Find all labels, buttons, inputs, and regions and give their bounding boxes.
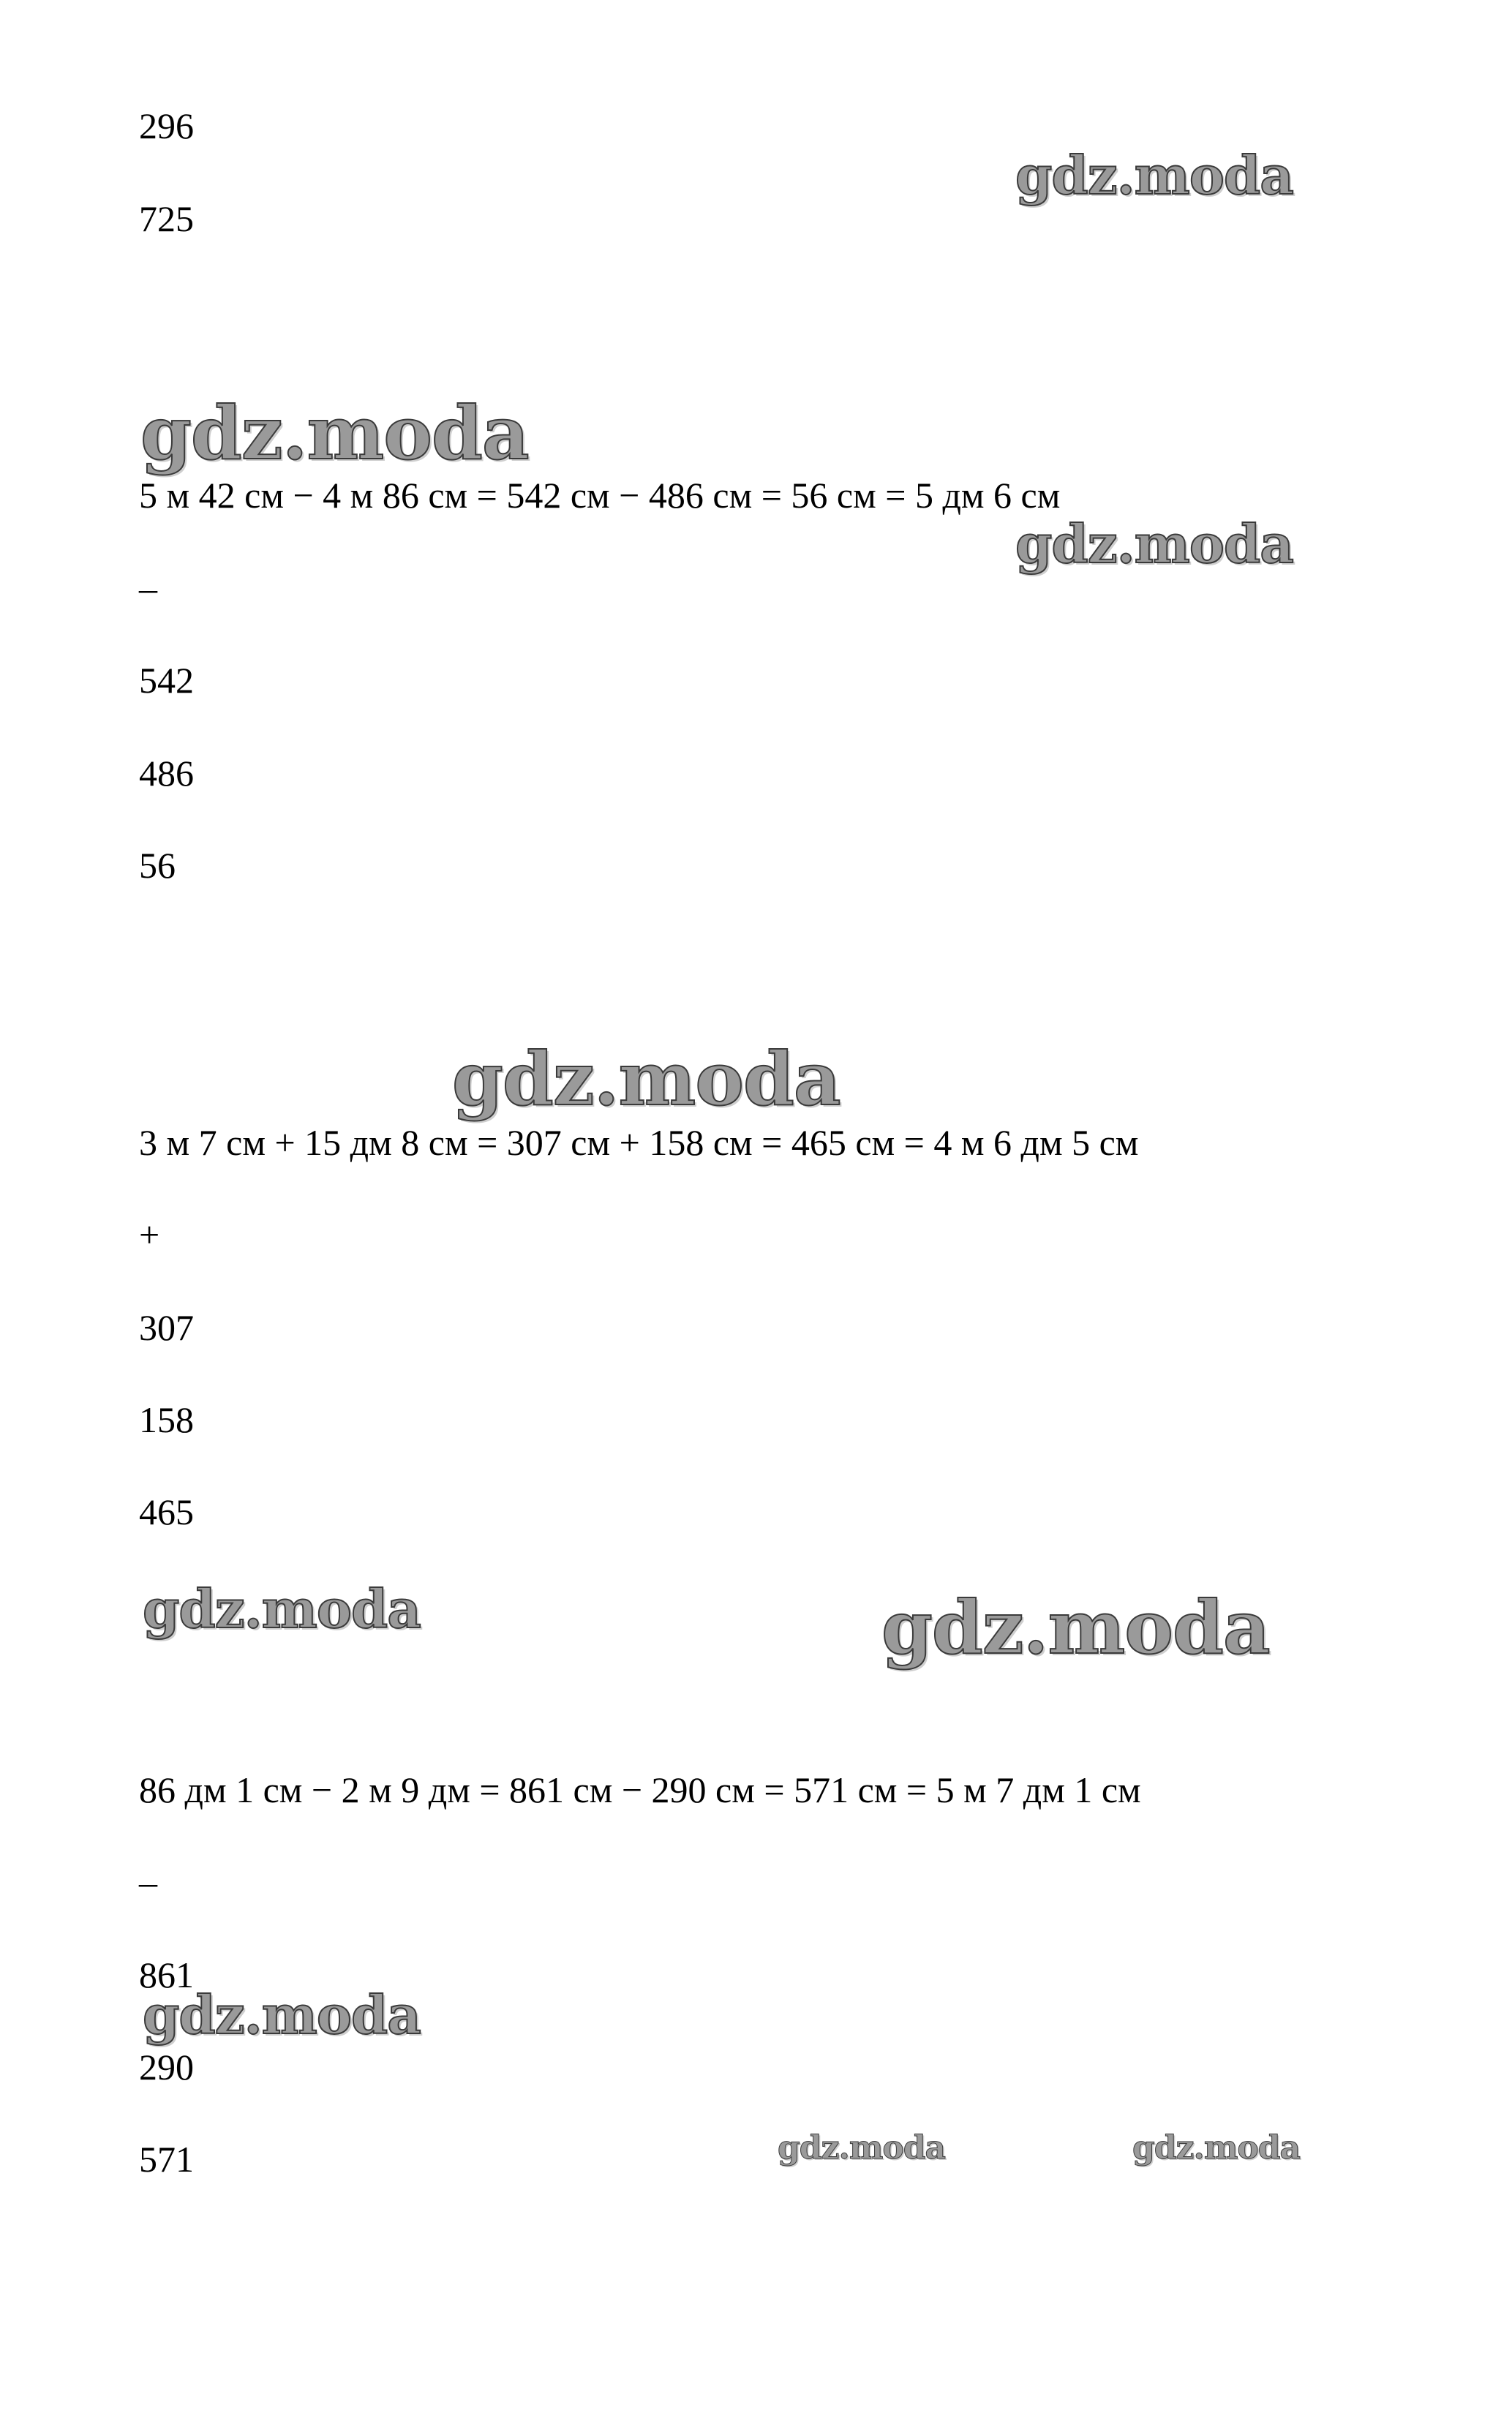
column-operand: 307 <box>139 1307 194 1348</box>
column-operand: 158 <box>139 1399 194 1440</box>
text-line: 725 <box>139 198 194 239</box>
watermark: gdz.moda <box>143 1984 421 2046</box>
operator-plus: + <box>139 1214 160 1255</box>
text-line: 296 <box>139 105 194 146</box>
watermark: gdz.moda <box>881 1584 1270 1671</box>
column-operand: 290 <box>139 2047 194 2088</box>
column-result: 571 <box>139 2139 194 2180</box>
column-operand: 861 <box>139 1954 194 1995</box>
watermark: gdz.moda <box>1015 144 1293 206</box>
operator-minus: – <box>139 1861 157 1902</box>
column-result: 56 <box>139 845 176 886</box>
equation-subtraction-2: 86 дм 1 см − 2 м 9 дм = 861 см − 290 см = 571 см = 5 м 7 дм 1 см <box>139 1769 1141 1810</box>
watermark: gdz.moda <box>1015 513 1293 575</box>
watermark: gdz.moda <box>143 1578 421 1640</box>
equation-addition: 3 м 7 см + 15 дм 8 см = 307 см + 158 см = 465 см = 4 м 6 дм 5 см <box>139 1122 1139 1163</box>
watermark: gdz.moda <box>452 1036 840 1122</box>
operator-minus: – <box>139 568 157 609</box>
column-operand: 486 <box>139 753 194 794</box>
column-result: 465 <box>139 1491 194 1532</box>
watermark: gdz.moda <box>778 2129 946 2167</box>
column-operand: 542 <box>139 660 194 701</box>
watermark: gdz.moda <box>1132 2129 1301 2167</box>
equation-subtraction-1: 5 м 42 см − 4 м 86 см = 542 см − 486 см = 56 см = 5 дм 6 см <box>139 475 1061 516</box>
watermark: gdz.moda <box>140 390 529 476</box>
